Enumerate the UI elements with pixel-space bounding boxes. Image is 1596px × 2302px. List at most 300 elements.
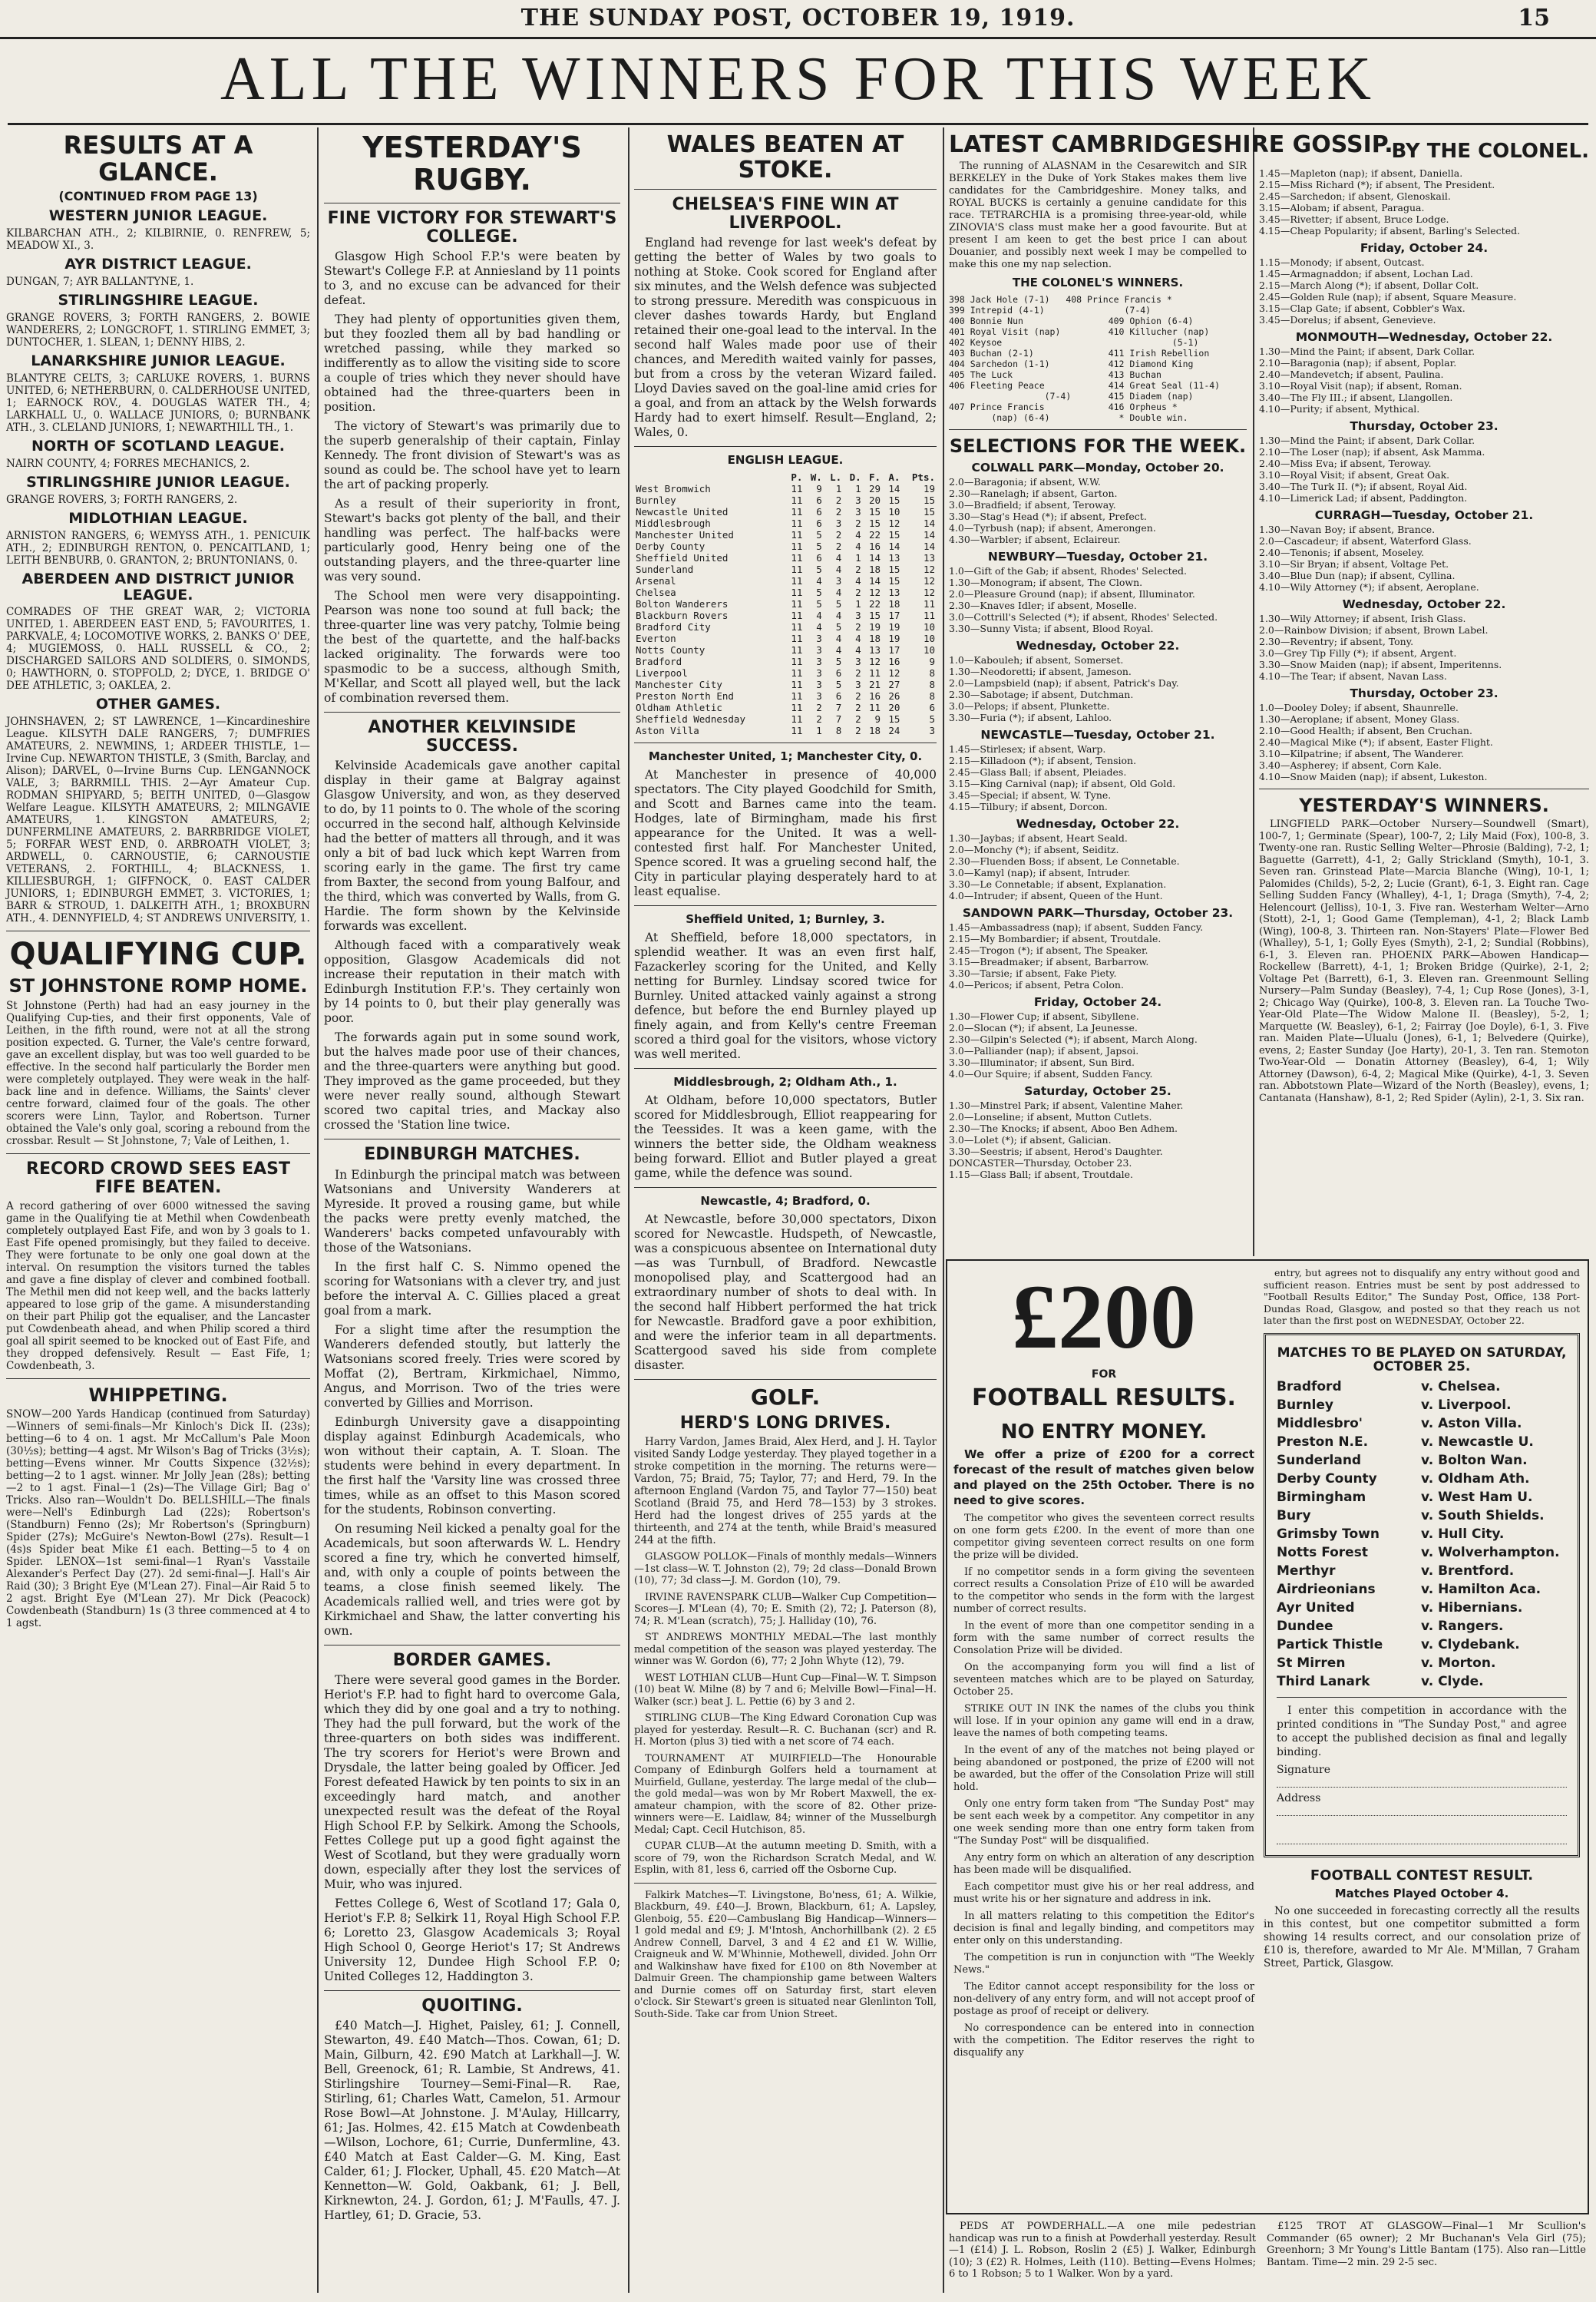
league-cell: 4 bbox=[855, 541, 861, 553]
ad-rule: The competition is run in conjunction with "The Weekly News." bbox=[953, 1951, 1254, 1976]
league-cell: 9 bbox=[816, 483, 822, 495]
league-cell: 2 bbox=[855, 564, 861, 576]
league-team: Sheffield Wednesday bbox=[636, 713, 745, 726]
match-title: Middlesbrough, 2; Oldham Ath., 1. bbox=[673, 1075, 897, 1090]
paragraph: The victory of Stewart's was primarily due to the superb generalship of their captain, Finlay Kennedy. The front division of Stewart's was as sound as could be. The school have yet to learn the art of packing properly. bbox=[324, 418, 620, 491]
prize-amount: £200 bbox=[1012, 1265, 1196, 1368]
selection-item: 2.0—Monchy (*); if absent, Seiditz. bbox=[949, 844, 1119, 856]
league-cell: 11 bbox=[791, 633, 803, 645]
selection-item: 2.0—Baragonia; if absent, W.W. bbox=[949, 476, 1101, 488]
league-cell: 1 bbox=[855, 598, 861, 610]
paragraph: Edinburgh University gave a disappointing display against Edinburgh Academicals, who won without their captain, A. T. Sloan. The students were behind in every department. In the first half the 'Varsity line was crossed three times, while as an offset to this Mason scored for the students, Robinson converting. bbox=[324, 1414, 620, 1516]
league-cell: 5 bbox=[835, 656, 842, 668]
powderhall-peds bbox=[949, 2221, 1256, 2297]
selection-item: 4.10—Purity; if absent, Mythical. bbox=[1259, 403, 1420, 415]
paragraph: ST ANDREWS MONTHLY MEDAL—The last monthly medal competition of the season was played yesterday. The winner was W. Gordon (6), 77; 2 John Whyte (12), 79. bbox=[634, 1632, 937, 1668]
league-cell: 18 bbox=[868, 564, 881, 576]
league-cell: 3 bbox=[816, 667, 822, 680]
fixture-row bbox=[1277, 1617, 1567, 1636]
league-row bbox=[634, 610, 937, 621]
selection-item: 1.45—Ambassadress (nap); if absent, Sudden Fancy. bbox=[949, 921, 1204, 934]
league-cell: 15 bbox=[888, 564, 900, 576]
league-column-header: P. bbox=[791, 471, 803, 484]
page-banner: ALL THE WINNERS FOR THIS WEEK bbox=[220, 45, 1376, 113]
selection-item: 2.0—Lampsbield (nap); if absent, Patrick's Day. bbox=[949, 677, 1179, 690]
paragraph: They had plenty of opportunities given them, but they foozled them all by bad handling or wretched passing, while they marked so indifferently as to allow the visiting side to score a couple of tries which they never should have obtained had the three-quarters been in position. bbox=[324, 312, 620, 414]
league-cell: 3 bbox=[855, 610, 861, 622]
league-cell: 14 bbox=[868, 552, 881, 564]
ad-rule: In the event of more than one competitor sending in a form with the same number of correct results the Consolation Prize will be divided. bbox=[953, 1619, 1254, 1656]
selection-item: 4.10—The Tear; if absent, Navan Lass. bbox=[1259, 670, 1447, 682]
league-row bbox=[634, 598, 937, 610]
league-team: Bolton Wanderers bbox=[636, 598, 729, 610]
paragraph: IRVINE RAVENSPARK CLUB—Walker Cup Competition—Scores—J. M'Lean (4), 70; E. Smith (2), 72; J. Paterson (8), 74; R. M'Lean (scratch), 75; J. Halliday (10), 76. bbox=[634, 1591, 937, 1627]
league-row bbox=[634, 552, 937, 564]
results-subtitle: (CONTINUED FROM PAGE 13) bbox=[58, 189, 258, 204]
selection-item: 1.45—Armagnaddon; if absent, Lochan Lad. bbox=[1259, 268, 1473, 279]
league-cell: 5 bbox=[816, 564, 822, 576]
selection-item: 4.30—Warbler; if absent, Eclaireur. bbox=[949, 534, 1121, 546]
selection-item: 1.30—Aeroplane; if absent, Money Glass. bbox=[1259, 713, 1460, 725]
ad-rule: The Editor cannot accept responsibility for the loss or non-delivery of any entry form, and will not accept proof of postage as proof of receipt or delivery. bbox=[953, 1980, 1254, 2017]
league-cell: 3 bbox=[816, 679, 822, 691]
league-row bbox=[634, 702, 937, 713]
league-team: Arsenal bbox=[636, 575, 676, 587]
league-cell: 14 bbox=[888, 541, 900, 553]
league-cell: 9 bbox=[874, 713, 881, 726]
league-cell: 16 bbox=[888, 656, 900, 668]
league-cell: 3 bbox=[816, 644, 822, 657]
league-row bbox=[634, 713, 937, 725]
league-table bbox=[634, 471, 937, 736]
results-section-heading: STIRLINGSHIRE JUNIOR LEAGUE. bbox=[26, 473, 290, 491]
league-row bbox=[634, 667, 937, 679]
divider bbox=[634, 1187, 937, 1188]
away-team: v. Chelsea. bbox=[1421, 1378, 1501, 1394]
league-cell: 19 bbox=[888, 633, 900, 645]
league-team: Middlesbrough bbox=[636, 518, 711, 530]
selection-list bbox=[949, 565, 1247, 634]
league-cell: 14 bbox=[923, 518, 935, 530]
selection-item: 2.40—Miss Eva; if absent, Teroway. bbox=[1259, 458, 1432, 469]
selection-list bbox=[1259, 346, 1589, 415]
league-cell: 15 bbox=[868, 506, 881, 518]
ad-title: FOOTBALL RESULTS. bbox=[972, 1384, 1236, 1411]
league-cell: 11 bbox=[791, 529, 803, 541]
league-row bbox=[634, 494, 937, 506]
signature-field[interactable] bbox=[1277, 1764, 1567, 1788]
selection-item: 2.45—Glass Ball; if absent, Pleiades. bbox=[949, 766, 1127, 779]
stewarts-article bbox=[324, 250, 620, 706]
away-team: v. South Shields. bbox=[1421, 1507, 1545, 1523]
league-cell: 14 bbox=[868, 575, 881, 587]
column-racing-continued bbox=[1259, 127, 1589, 1252]
fixture-row bbox=[1277, 1654, 1567, 1672]
column-rule bbox=[317, 127, 319, 2293]
results-section-text: JOHNSHAVEN, 2; ST LAWRENCE, 1—Kincardineshire League. KILSYTH DALE RANGERS, 7; DUMFRIES AMATEURS, 2. NEWMINS, 1; ARDEER THISTLE, 1—Irvine Cup. NEWARTON THISTLE, 3 (Smith, Barclay, and Alison); DARVEL, 0—Irvine Burns Cup. LENGANNOCK VALE, 3; BARRMILL THIS. 2—Ayr Amateur Cup. RODMAN SHIPYARD, 5; BEITH UNITED, 0—Glasgow Welfare League. KILSYTH AMATEURS, 2; MILNGAVIE AMATEURS, 1. KINGSTON AMATEURS, 2; DUNFERMLINE AMATEURS, 2. BARRBRIDGE VIOLET, 5; FORFAR WEST END, 0. ARBROATH VIOLET, 3; ARDWELL, 0. CARNOUSTIE, 6; CARNOUSTIE VETERANS, 2. FORTHILL, 4; BLACKNESS, 1. KILLIESBURGH, 1; GIFFNOCK, 0. EAST CALDER JUNIORS, 1; EDINBURGH EMMET, 3. VICTORIES, 1; BARR & STROUD, 1. DALKEITH ATH., 1; BROXBURN ATH., 4. DENNYFIELD, 4; ST ANDREWS UNIVERSITY, 1. bbox=[6, 716, 310, 925]
league-cell: 12 bbox=[868, 587, 881, 599]
league-team: Aston Villa bbox=[636, 725, 699, 737]
fixture-row bbox=[1277, 1451, 1567, 1470]
selection-item: 1.30—Wily Attorney; if absent, Irish Glass. bbox=[1259, 613, 1466, 624]
selection-list bbox=[1259, 256, 1589, 326]
selection-item: 2.30—Fluenden Boss; if absent, Le Connetable. bbox=[949, 855, 1180, 868]
divider bbox=[634, 1883, 937, 1884]
league-row bbox=[634, 621, 937, 633]
paragraph: GLASGOW POLLOK—Finals of monthly medals—Winners—1st class—W. T. Johnston (2), 79; 2d class—Donald Brown (10), 77; 3d class—J. M. Gordon (10), 79. bbox=[634, 1551, 937, 1587]
league-cell: 11 bbox=[923, 610, 935, 622]
contest-result-subtitle: Matches Played October 4. bbox=[1334, 1886, 1509, 1900]
paragraph: On resuming Neil kicked a penalty goal for the Academicals, but soon afterwards W. L. Hendry scored a fine try, which he converted himself, and, with only a couple of points between the teams, a close finish seemed likely. The Academicals rallied well, and tries were got by Kirkmichael and Shaw, the latter converting his own. bbox=[324, 1521, 620, 1638]
address-field[interactable] bbox=[1277, 1792, 1567, 1816]
league-cell: 2 bbox=[816, 702, 822, 714]
paragraph: There were several good games in the Border. Heriot's F.P. had to fight hard to overcome Gala, which they did by one goal and a try to nothing. They had the pull forward, but the work of the three-quarters on both sides was indifferent. The try scorers for Heriot's were Brown and Drysdale, the latter being goaled by Officer. Jed Forest defeated Hawick by ten points to six in an exceedingly hard match, and another unexpected result was the defeat of the Royal High School F.P. by Selkirk. Among the Schools, Fettes College put up a good fight against the West of Scotland, but they were gradually worn down, especially after they lost the services of Muir, who was injured. bbox=[324, 1672, 620, 1891]
league-cell: 5 bbox=[816, 541, 822, 553]
selection-item: 1.0—Gift of the Gab; if absent, Rhodes' Selected. bbox=[949, 565, 1188, 577]
rugby-title: YESTERDAY'S RUGBY. bbox=[362, 131, 582, 197]
golf-subtitle: HERD'S LONG DRIVES. bbox=[679, 1414, 891, 1434]
paragraph: In Edinburgh the principal match was between Watsonians and University Wanderers at Myreside. It proved a rousing game, but while the packs were pretty evenly matched, the Wanderers' backs competed unfavourably with those of the Watsonians. bbox=[324, 1167, 620, 1255]
glasgow-trot bbox=[1267, 2221, 1586, 2297]
league-cell: 14 bbox=[923, 529, 935, 541]
league-cell: 3 bbox=[855, 506, 861, 518]
ad-rule: Any entry form on which an alteration of any description has been made will be disqualified. bbox=[953, 1851, 1254, 1876]
fixture-row bbox=[1277, 1433, 1567, 1451]
league-team: Oldham Athletic bbox=[636, 702, 722, 714]
league-cell: 19 bbox=[888, 621, 900, 633]
league-cell: 18 bbox=[868, 725, 881, 737]
meeting-heading: NEWBURY—Tuesday, October 21. bbox=[987, 550, 1208, 564]
wales-title: WALES BEATEN AT STOKE. bbox=[666, 131, 904, 184]
selection-item: 3.40—The Fly III.; if absent, Llangollen. bbox=[1259, 392, 1453, 403]
selection-list bbox=[949, 1010, 1247, 1080]
league-cell: 11 bbox=[791, 575, 803, 587]
selection-item: 1.0—Kabouleh; if absent, Somerset. bbox=[949, 654, 1124, 666]
results-section-heading: MIDLOTHIAN LEAGUE. bbox=[68, 509, 248, 527]
banner-rule bbox=[8, 123, 1588, 125]
divider bbox=[949, 429, 1247, 430]
league-cell: 15 bbox=[888, 713, 900, 726]
selection-item: 3.30—Sunny Vista; if absent, Blood Royal. bbox=[949, 623, 1154, 635]
selection-item: 2.30—Gilpin's Selected (*); if absent, March Along. bbox=[949, 1034, 1198, 1046]
league-column-header: F. bbox=[868, 471, 881, 484]
fixture-row bbox=[1277, 1636, 1567, 1654]
results-section-heading: LANARKSHIRE JUNIOR LEAGUE. bbox=[31, 352, 286, 370]
league-cell: 10 bbox=[923, 633, 935, 645]
selection-item: 1.15—Glass Ball; if absent, Troutdale. bbox=[949, 1169, 1134, 1181]
results-section-text: ARNISTON RANGERS, 6; WEMYSS ATH., 1. PENICUIK ATH., 2; EDINBURGH RENTON, 0. PENCAITLAND, 1; LEITH BENBURB, 0. GRANTON, 2; BRUNTONIANS, 0. bbox=[6, 529, 310, 567]
selections-title: SELECTIONS FOR THE WEEK. bbox=[949, 435, 1247, 457]
league-cell: 11 bbox=[791, 506, 803, 518]
cambridgeshire-title: LATEST CAMBRIDGESHIRE GOSSIP. bbox=[949, 131, 1393, 158]
league-cell: 5 bbox=[929, 713, 935, 726]
league-cell: 5 bbox=[816, 598, 822, 610]
selection-item: 3.10—Sir Bryan; if absent, Voltage Pet. bbox=[1259, 558, 1449, 570]
paragraph: In the first half C. S. Nimmo opened the scoring for Watsonians with a clever try, and just before the interval A. C. Gillies placed a great goal from a mark. bbox=[324, 1259, 620, 1318]
fixture-row bbox=[1277, 1507, 1567, 1525]
fixture-row bbox=[1277, 1672, 1567, 1691]
address-label: Address bbox=[1277, 1791, 1321, 1804]
league-cell: 2 bbox=[835, 529, 842, 541]
league-cell: 4 bbox=[835, 610, 842, 622]
away-team: v. Aston Villa. bbox=[1421, 1415, 1522, 1431]
selection-item: 3.15—Alobam; if absent, Paragua. bbox=[1259, 202, 1425, 213]
golf-title: GOLF. bbox=[750, 1384, 821, 1411]
selection-item: 3.40—Aspherey; if absent, Corn Kale. bbox=[1259, 759, 1442, 771]
league-cell: 17 bbox=[888, 610, 900, 622]
selection-item: 3.15—Clap Gate; if absent, Cobbler's Wax. bbox=[1259, 303, 1465, 314]
meeting-heading: Wednesday, October 22. bbox=[1016, 817, 1180, 832]
contest-result-title: FOOTBALL CONTEST RESULT. bbox=[1310, 1867, 1534, 1884]
selection-item: 3.45—Special; if absent, W. Tyne. bbox=[949, 789, 1112, 802]
yesterdays-winners-text: LINGFIELD PARK—October Nursery—Soundwell (Smart), 100-7, 1; Germinate (Spear), 100-7, 2; Lily Maid (Fox), 100-8, 3. Twenty-one ran. Rustic Selling Welter—Phrosie (Balding), 7-2, 1; Baguette (Garrett), 4-1, 2; Gally Strickland (Smyth), 10-1, 3. Seven ran. Grinstead Plate—Marcia Blanche (Wing), 10-1, 1; Palomides (Childs), 5-2, 2; Lucie (Grant), 6-1, 3. Eight ran. Cage Selling Sudden Fancy (Whalley), 4-1, 1; Draga (Smyth), 7-4, 2; Helencourt (Jelliss), 10-1, 3. Five ran. Westerham Welter—Arno (Stott), 2-1, 1; Good Game (Templeman), 4-1, 2; Black Lamb (Wing), 100-8, 3. Thirteen ran. Non-Stayers' Plate—Flower Bed (Whalley), 5-1, 1; Golly Eyes (Smyth), 2-1, 2; Sundial (Robbins), 6-1, 3. Eleven ran. PHOENIX PARK—Abowen Handicap—Rockellew (Barrett), 4-1, 1; Broken Bridge (Quirke), 2-1, 2; Voltage Pet (Barrett), 6-1, 3. Eleven ran. Greenmount Selling Nursery—Palm Sunday (Beasley), 7-4, 1; Cup Rose (Jones), 3-1, 2; Chicago Way (Quirke), 100-8, 3. Eleven ran. La Touche Two-Year-Old Plate—The Widow Malone II. (Beasley), 5-2, 1; Marquette (W. Beasley), 6-1, 2; Fairray (Joe Doyle), 6-1, 3. Five ran. Maiden Plate—Ulualu (Jones), 6-1, 1; Belvedere (Quirke), evens, 2; Easter Sunday (Joe Harty), 20-1, 3. Ten ran. Stemoton Two-Year-Old — Donatin Attorney (Beasley), 6-4, 1; Wily Attorney (Dawson), 6-4, 2; Magical Mike (Quirke), 4-1, 3. Seven ran. Abbotstown Plate—Wizard of the North (Beasley), evens, 1; Cantanata (Hanshaw), 8-1, 2; Red Spider (Aylin), 2-1, 3. Six ran. bbox=[1259, 819, 1589, 1104]
league-cell: 13 bbox=[888, 552, 900, 564]
edinburgh-article bbox=[324, 1168, 620, 1639]
league-cell: 11 bbox=[791, 644, 803, 657]
league-cell: 2 bbox=[855, 702, 861, 714]
ad-rule: In the event of any of the matches not being played or being abandoned or postponed, the prize of £200 will not be awarded, but the offer of the Consolation Prize will still hold. bbox=[953, 1744, 1254, 1793]
home-team: Grimsby Town bbox=[1277, 1526, 1380, 1542]
league-row bbox=[634, 564, 937, 575]
column-rule bbox=[943, 127, 944, 2293]
selection-item: 2.40—Magical Mike (*); if absent, Easter Flight. bbox=[1259, 736, 1493, 748]
ad-lead: We offer a prize of £200 for a correct forecast of the result of matches given below and played on the 25th October. There is no need to give scores. bbox=[953, 1447, 1254, 1507]
league-cell: 5 bbox=[835, 621, 842, 633]
home-team: Ayr United bbox=[1277, 1599, 1355, 1616]
match-text: At Sheffield, before 18,000 spectators, in splendid weather. It was an even first half, Fazackerley scoring for the United, and Kelly netting for Burnley. Lindsay scored twice for Burnley. United attacked vainly against a strong defence, but before the end Burnley played up finely again, and from Kelly's centre Freeman scored a third goal for the visitors, whose victory was well merited. bbox=[634, 931, 937, 1062]
league-cell: 22 bbox=[868, 529, 881, 541]
home-team: St Mirren bbox=[1277, 1655, 1346, 1671]
league-cell: 11 bbox=[791, 494, 803, 507]
selections-continued bbox=[1259, 167, 1589, 782]
league-cell: 12 bbox=[923, 575, 935, 587]
league-cell: 1 bbox=[835, 483, 842, 495]
address-field-line-2[interactable] bbox=[1277, 1821, 1567, 1844]
league-cell: 10 bbox=[923, 621, 935, 633]
league-cell: 8 bbox=[929, 667, 935, 680]
selection-item: 3.10—Royal Visit; if absent, Great Oak. bbox=[1259, 469, 1450, 481]
page-number: 15 bbox=[1518, 5, 1550, 31]
east-fife-text: A record gathering of over 6000 witnessed the saving game in the Qualifying tie at Methil when Cowdenbeath completely outplayed East Fife, and won by 3 goals to 1. East Fife opened promisingly, but they failed to deceive. They were fortunate to be only one goal down at the interval. On resumption the visitors turned the tables and gave a fine display of clever and combined football. The Methil men did not keep well, and the backs latterly appeared to lose grip of the game. A misunderstanding on their part Philip got the equaliser, and the Lancaster put Cowdenbeath ahead, and when Philip scored a third goal all spirit seemed to be knocked out of East Fife, and they dropped defensively. Result — East Fife, 1; Cowdenbeath, 3. bbox=[6, 1200, 310, 1373]
signature-label: Signature bbox=[1277, 1763, 1331, 1776]
away-team: v. Clydebank. bbox=[1421, 1636, 1520, 1652]
selection-item: 3.30—Furia (*); if absent, Lahloo. bbox=[949, 712, 1112, 724]
results-section-text: GRANGE ROVERS, 3; FORTH RANGERS, 2. BOWIE WANDERERS, 2; LONGCROFT, 1. STIRLING EMMET, 3; DUNTOCHER, 1. SLEAN, 1; DENNY HIBS, 2. bbox=[6, 312, 310, 349]
league-team: Everton bbox=[636, 633, 676, 645]
selection-item: 1.30—Monogram; if absent, The Clown. bbox=[949, 577, 1143, 589]
ad-rule: If no competitor sends in a form giving the seventeen correct results a Consolation Prize of £10 will be awarded to the competitor who sends in the form with the largest number of correct results. bbox=[953, 1566, 1254, 1615]
selection-list bbox=[1259, 524, 1589, 593]
qualifying-cup-text: St Johnstone (Perth) had had an easy journey in the Qualifying Cup-ties, and their first opponents, Vale of Leithen, in the fifth round, were not at all the strong position expected. G. Turner, the Vale's centre forward, gave an excellent display, but was too well guarded to be effective. In the second half particularly the Border men were completely outplayed. They were weak in the half-back line and in defence. Williams, the Saints' clever centre forward, claimed four of the goals. The other scorers were Linn, Taylor, and Robertson. Turner obtained the Vale's only goal, scoring a rebound from the crossbar. Result — St Johnstone, 7; Vale of Leithen, 1. bbox=[6, 999, 310, 1147]
selection-item: 3.15—King Carnival (nap); if absent, Old Gold. bbox=[949, 778, 1176, 790]
league-cell: 18 bbox=[888, 598, 900, 610]
glasgow-trot-text: £125 TROT AT GLASGOW—Final—1 Mr Scullion's Commander (65 owner); 2 Mr Buchanan's Vela Girl (75); Greenhorn; 3 Mr Young's Little Bantam (175). Also ran—Little Bantam. Time—2 min. 29 2-5 sec. bbox=[1267, 2221, 1586, 2268]
divider bbox=[1277, 1697, 1567, 1698]
league-cell: 11 bbox=[791, 552, 803, 564]
league-row bbox=[634, 483, 937, 494]
league-cell: 15 bbox=[923, 506, 935, 518]
league-row bbox=[634, 541, 937, 552]
away-team: v. Hibernians. bbox=[1421, 1599, 1523, 1616]
league-cell: 22 bbox=[868, 598, 881, 610]
league-cell: 11 bbox=[791, 483, 803, 495]
league-cell: 2 bbox=[835, 506, 842, 518]
meeting-heading: NEWCASTLE—Tuesday, October 21. bbox=[980, 728, 1215, 743]
league-cell: 6 bbox=[835, 667, 842, 680]
away-team: v. Oldham Ath. bbox=[1421, 1470, 1530, 1487]
league-team: Blackburn Rovers bbox=[636, 610, 729, 622]
league-cell: 11 bbox=[791, 587, 803, 599]
entry-form-title: MATCHES TO BE PLAYED ON SATURDAY, OCTOBER 25. bbox=[1277, 1344, 1567, 1375]
divider bbox=[634, 446, 937, 447]
selection-item: 2.0—Slocan (*); if absent, La Jeunesse. bbox=[949, 1022, 1138, 1034]
selection-item: 3.0—Pelops; if absent, Plunkette. bbox=[949, 700, 1110, 713]
ad-rule: In all matters relating to this competition the Editor's decision is final and legally binding, and competitors may enter only on this understanding. bbox=[953, 1910, 1254, 1946]
divider bbox=[324, 1990, 620, 1991]
league-cell: 3 bbox=[835, 575, 842, 587]
selection-item: 4.0—Our Squire; if absent, Sudden Fancy. bbox=[949, 1068, 1153, 1080]
selection-item: 3.30—Illuminator; if absent, Sun Bird. bbox=[949, 1057, 1135, 1069]
league-cell: 6 bbox=[816, 552, 822, 564]
league-cell: 16 bbox=[868, 541, 881, 553]
league-cell: 21 bbox=[868, 679, 881, 691]
league-cell: 11 bbox=[791, 564, 803, 576]
meeting-heading: Wednesday, October 22. bbox=[1342, 597, 1506, 611]
league-cell: 2 bbox=[855, 621, 861, 633]
league-cell: 5 bbox=[835, 679, 842, 691]
league-cell: 11 bbox=[791, 725, 803, 737]
league-team: Sunderland bbox=[636, 564, 694, 576]
league-cell: 14 bbox=[888, 483, 900, 495]
fixture-row bbox=[1277, 1396, 1567, 1414]
entry-form bbox=[1264, 1333, 1580, 1857]
league-column-header: Pts. bbox=[911, 471, 935, 484]
meeting-heading: Thursday, October 23. bbox=[1350, 419, 1499, 433]
league-cell: 12 bbox=[923, 587, 935, 599]
divider bbox=[634, 905, 937, 906]
fixture-row bbox=[1277, 1470, 1567, 1488]
league-cell: 4 bbox=[855, 575, 861, 587]
ad-rules bbox=[953, 1513, 1254, 2059]
league-cell: 24 bbox=[888, 725, 900, 737]
selection-item: 4.10—Wily Attorney (*); if absent, Aeroplane. bbox=[1259, 581, 1479, 593]
fixture-row bbox=[1277, 1562, 1567, 1580]
football-competition-ad bbox=[946, 1259, 1589, 2214]
selection-item: 3.0—Bradfield; if absent, Teroway. bbox=[949, 499, 1116, 511]
meeting-heading: MONMOUTH—Wednesday, October 22. bbox=[1295, 330, 1553, 344]
selection-item: 3.30—Stag's Head (*); if absent, Prefect. bbox=[949, 511, 1147, 523]
paragraph: Harry Vardon, James Braid, Alex Herd, and J. H. Taylor visited Sandy Lodge yesterday. They played together in a stroke competition in the morning. The returns were—Vardon, 75; Braid, 75; Taylor, 77; and Herd, 79. In the afternoon England (Vardon 75, and Taylor 77—150) beat Scotland (Braid 75, and Herd 78—153) by 3 strokes. Herd had the longest drives of 255 yards at the thirteenth, and 274 at the tenth, while Braid's measured 244 at the fifth. bbox=[634, 1436, 937, 1547]
results-section-heading: NORTH OF SCOTLAND LEAGUE. bbox=[31, 437, 285, 455]
divider bbox=[634, 1379, 937, 1380]
match-text: At Manchester in presence of 40,000 spectators. The City played Goodchild for Smith, and Scott and Barnes came into the team. Hodges, late of Birmingham, made his first appearance for the United. It was a well-contested first half. For Manchester United, Spence scored. It was a grueling second half, the City in particular playing desperately hard to at least equalise. bbox=[634, 768, 937, 899]
column-rugby bbox=[324, 127, 620, 2296]
selection-item: 1.30—Mind the Paint; if absent, Dark Collar. bbox=[1259, 346, 1475, 357]
league-column-header bbox=[634, 471, 785, 483]
selection-item: 3.0—Palliander (nap); if absent, Japsoi. bbox=[949, 1045, 1139, 1057]
home-team: Burnley bbox=[1277, 1397, 1333, 1413]
column-rule bbox=[1253, 127, 1254, 1256]
away-team: v. Bolton Wan. bbox=[1421, 1452, 1528, 1468]
league-cell: 11 bbox=[791, 690, 803, 703]
ad-rule: Each competitor must give his or her real address, and must write his or her signature and address in ink. bbox=[953, 1880, 1254, 1905]
qualifying-cup-title: QUALIFYING CUP. bbox=[9, 937, 307, 973]
league-cell: 13 bbox=[868, 644, 881, 657]
selection-item: 4.15—Cheap Popularity; if absent, Barling's Selected. bbox=[1259, 225, 1521, 236]
league-cell: 6 bbox=[835, 690, 842, 703]
league-row bbox=[634, 690, 937, 702]
league-cell: 8 bbox=[929, 690, 935, 703]
border-games-title: BORDER GAMES. bbox=[392, 1650, 552, 1670]
league-cell: 11 bbox=[791, 713, 803, 726]
league-cell: 2 bbox=[855, 518, 861, 530]
home-team: Partick Thistle bbox=[1277, 1636, 1383, 1652]
league-cell: 13 bbox=[923, 552, 935, 564]
meeting-heading: Friday, October 24. bbox=[1360, 241, 1489, 255]
league-row bbox=[634, 725, 937, 736]
selection-item: 3.40—The Turk II. (*); if absent, Royal Aid. bbox=[1259, 481, 1468, 492]
league-cell: 4 bbox=[835, 644, 842, 657]
meeting-heading: Saturday, October 25. bbox=[1024, 1084, 1171, 1099]
selection-item: 1.30—Mind the Paint; if absent, Dark Collar. bbox=[1259, 435, 1475, 446]
home-team: Bury bbox=[1277, 1507, 1311, 1523]
fixture-row bbox=[1277, 1488, 1567, 1507]
match-title: Newcastle, 4; Bradford, 0. bbox=[700, 1194, 871, 1209]
league-row bbox=[634, 518, 937, 529]
selection-item: 2.45—Sarchedon; if absent, Glenoskail. bbox=[1259, 190, 1451, 202]
fixture-row bbox=[1277, 1599, 1567, 1617]
league-cell: 14 bbox=[923, 541, 935, 553]
league-cell: 8 bbox=[835, 725, 842, 737]
league-cell: 20 bbox=[888, 702, 900, 714]
selection-item: 4.0—Intruder; if absent, Queen of the Hunt. bbox=[949, 890, 1163, 902]
league-cell: 10 bbox=[888, 506, 900, 518]
home-team: Notts Forest bbox=[1277, 1544, 1368, 1560]
match-title: Manchester United, 1; Manchester City, 0. bbox=[648, 749, 923, 764]
selection-list bbox=[949, 921, 1247, 991]
away-team: v. Wolverhampton. bbox=[1421, 1544, 1560, 1560]
league-cell: 13 bbox=[888, 587, 900, 599]
selection-list bbox=[1259, 613, 1589, 682]
selection-item: 2.15—Killadoon (*); if absent, Tension. bbox=[949, 755, 1137, 767]
league-row bbox=[634, 656, 937, 667]
league-team: Sheffield United bbox=[636, 552, 729, 564]
league-team: Derby County bbox=[636, 541, 705, 553]
selection-item: 2.40—Tenonis; if absent, Moseley. bbox=[1259, 547, 1425, 558]
league-cell: 2 bbox=[835, 494, 842, 507]
league-cell: 19 bbox=[868, 621, 881, 633]
column-rule bbox=[628, 127, 629, 2293]
results-title: RESULTS AT A GLANCE. bbox=[63, 131, 253, 187]
home-team: Derby County bbox=[1277, 1470, 1377, 1487]
league-cell: 11 bbox=[791, 679, 803, 691]
results-section-text: KILBARCHAN ATH., 2; KILBIRNIE, 0. RENFREW, 5; MEADOW XI., 3. bbox=[6, 227, 310, 253]
league-body bbox=[634, 483, 937, 736]
selection-list bbox=[1259, 702, 1589, 782]
league-cell: 6 bbox=[929, 702, 935, 714]
paragraph: Fettes College 6, West of Scotland 17; Gala 0, Heriot's F.P. 8; Selkirk 11, Royal High School F.P. 6; Loretto 23, Glasgow Academicals 3; Royal High School 0, George Heriot's 17; St Andrews University 12, Dundee High School F.P. 0; United Colleges 12, Haddington 3. bbox=[324, 1896, 620, 1983]
east-fife-title: RECORD CROWD SEES EAST FIFE BEATEN. bbox=[26, 1159, 290, 1197]
selection-item: 3.30—Tarsie; if absent, Fake Piety. bbox=[949, 967, 1117, 980]
ad-rule: No correspondence can be entered into in connection with the competition. The Editor reserves the right to disqualify any bbox=[953, 2022, 1254, 2059]
selection-item: 3.0—Grey Tip Filly (*); if absent, Argent. bbox=[1259, 647, 1457, 659]
wales-text: England had revenge for last week's defeat by getting the better of Wales by two goals to nothing at Stoke. Cook scored for England after six minutes, and the Welsh defence was subjected to strong pressure. Meredith was conspicuous in clever dashes towards Hardy, but England retained their one-goal lead to the interval. In the second half Wales made poor use of their chances, and Meredith waited vainly for passes, but from a cross by the veteran Wizard failed. Lloyd Davies saved on the goal-line amid cries for a goal, and from an attack by the Welsh forwards Hardy had to exert himself. Result—England, 2; Wales, 0. bbox=[634, 236, 937, 440]
selection-item: 2.15—March Along (*); if absent, Dollar Colt. bbox=[1259, 279, 1479, 291]
league-cell: 2 bbox=[855, 713, 861, 726]
league-cell: 20 bbox=[868, 494, 881, 507]
results-section-text: BLANTYRE CELTS, 3; CARLUKE ROVERS, 1. BURNS UNITED, 6; NETHERBURN, 0. CALDERHOUSE UNITED, 1; EARNOCK ROV., 4. DOUGLAS WATER TH., 4; LARKHALL U., 0. WALLACE JUNIORS, 0; BURNBANK ATH., 3. CLELAND JUNIORS, 1; NEWARTHILL TH., 1. bbox=[6, 372, 310, 434]
league-cell: 5 bbox=[835, 598, 842, 610]
